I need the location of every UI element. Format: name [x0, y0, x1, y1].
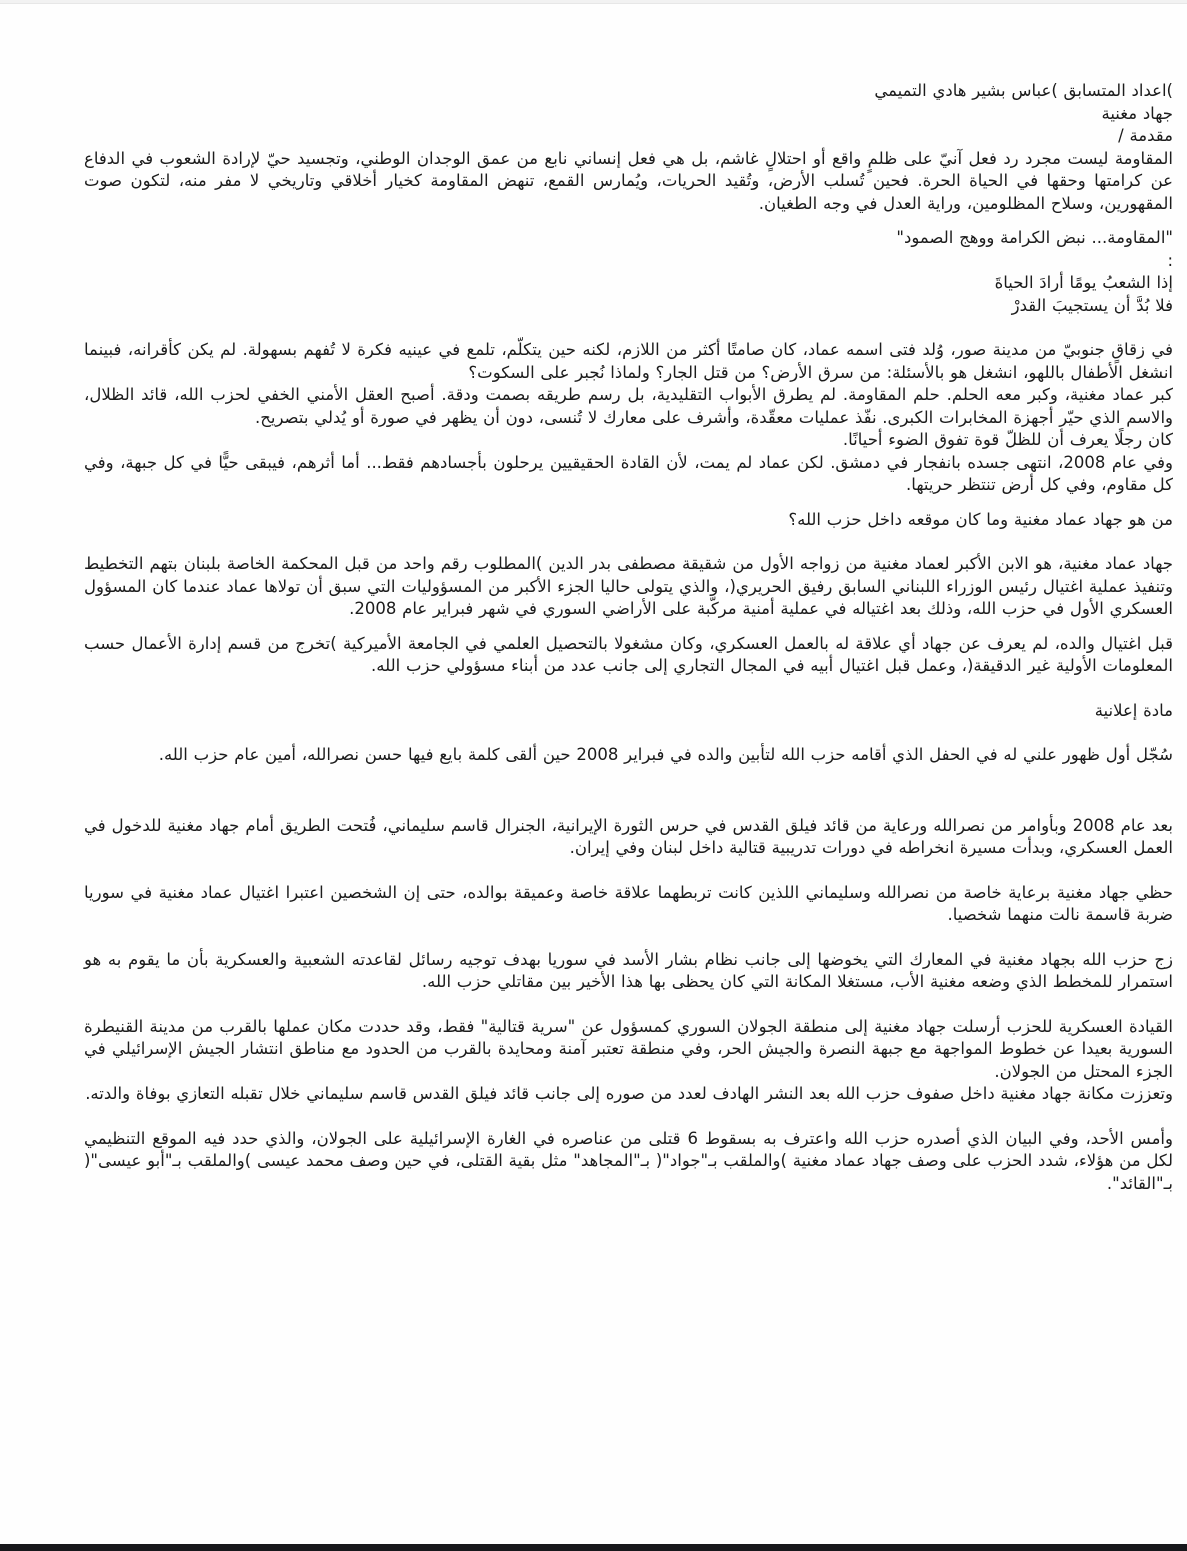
para-childhood: في زقاقٍ جنوبيّ من مدينة صور، وُلد فتى اسمه عماد، كان صامتًا أكثر من اللازم، لكنه حين يتكلّم، تلمع في عينيه فكرة لا تُفهم بسهولة. لم يكن كأقرانه، فبينما انشغل الأطفال باللهو، انشغل هو بالأسئلة: من سرق الأرض؟ من قتل الجار؟ ولماذا نُجبر على السكوت؟ [84, 340, 1173, 382]
para-syria-battles: زج حزب الله بجهاد مغنية في المعارك التي يخوضها إلى جانب نظام بشار الأسد في سوريا بهدف توجيه رسائل لقاعدته الشعبية والعسكرية بأن ما يقوم به هو استمرار للمخطط الذي وضعه مغنية الأب، مستغلا المكانة التي كان يحظى بها هذا الأخير بين مقاتلي حزب الله. [84, 949, 1173, 991]
author-byline: )اعداد المتسابق )عباس بشير هادي التميمي [874, 81, 1173, 100]
line-shadow-quote: كان رجلًا يعرف أن للظلّ قوة تفوق الضوء أحيانًا. [842, 430, 1173, 449]
para-status-boost: وتعززت مكانة جهاد مغنية داخل صفوف حزب الله بعد النشر الهادف لعدد من صوره إلى جانب قائد فيلق القدس قاسم سليماني خلال تقبله التعازي بوفاة والدته. [85, 1084, 1173, 1103]
intro-heading: مقدمة / [1118, 126, 1173, 145]
para-family-background: جهاد عماد مغنية، هو الابن الأكبر لعماد مغنية من زواجه الأول من شقيقة مصطفى بدر الدين )المطلوب رقم واحد من قبل المحكمة الخاصة بلبنان بتهم التخطيط وتنفيذ عملية اغتيال رئيس الوزراء اللبناني السابق رفيق الحريري(، والذي يتولى حاليا الجزء الأكبر من المسؤوليات التي سبق أن تولاها عماد عندما كان المسؤول العسكري الأول في حزب الله، وذلك بعد اغتياله في عملية أمنية مركّبة على الأراضي السوري في شهر فبراير عام 2008. [84, 554, 1173, 618]
colon-separator: : [1167, 250, 1173, 270]
para-hezbollah-statement: وأمس الأحد، وفي البيان الذي أصدره حزب الله واعترف به بسقوط 6 قتلى من عناصره في الغارة الإسرائيلية على الجولان، والذي حدد فيه الموقع التنظيمي لكل من هؤلاء، شدد الحزب على وصف جهاد عماد مغنية )والملقب بـ"جواد"( بـ"المجاهد" مثل بقية القتلى، في حين وصف محمد عيسى )والملقب بـ"أبو عيسى"( بـ"القائد". [84, 1128, 1173, 1193]
quote-title: "المقاومة... نبض الكرامة ووهج الصمود" [896, 228, 1173, 247]
para-golan-assignment: القيادة العسكرية للحزب أرسلت جهاد مغنية إلى منطقة الجولان السوري كمسؤول عن "سرية قتالية" فقط، وقد حددت مكان عملها بالقرب من مدينة القنيطرة السورية بعيدا عن خطوط المواجهة مع جبهة النصرة والجيش الحر، وفي منطقة تعتبر آمنة ومحايدة بالقرب من الحدود مع مناطق انتشار الجيش الإسرائيلي في الجزء المحتل من الجولان. [84, 1016, 1173, 1081]
para-growing-dream: كبر عماد مغنية، وكبر معه الحلم. حلم المقاومة. لم يطرق الأبواب التقليدية، بل رسم طريقه بصمت ودقة. أصبح العقل الأمني الخفي لحزب الله، قائد الظلال، والاسم الذي حيّر أجهزة المخابرات الكبرى. نفّذ عمليات معقّدة، وأشرف على معارك لا تُنسى، دون أن يظهر في صورة أو يُدلي بتصريح. [84, 385, 1173, 427]
para-2008-death: وفي عام 2008، انتهى جسده بانفجار في دمشق. لكن عماد لم يمت، لأن القادة الحقيقيين يرحلون بأجسادهم فقط... أما أثرهم، فيبقى حيًّا في كل جبهة، وفي كل مقاوم، وفي كل أرض تنتظر حريتها. [84, 452, 1173, 494]
heading-who-is-jihad: من هو جهاد عماد مغنية وما كان موقعه داخل حزب الله؟ [788, 509, 1173, 529]
poem-verse-1: إذا الشعبُ يومًا أرادَ الحياةَ [994, 273, 1173, 292]
document-content [0, 4, 1187, 1255]
doc-subject: جهاد مغنية [1101, 103, 1173, 123]
para-first-appearance: سُجّل أول ظهور علني له في الحفل الذي أقامه حزب الله لتأبين والده في فبراير 2008 حين ألقى كلمة بايع فيها حسن نصرالله، أمين عام حزب الله. [158, 745, 1173, 764]
bottom-bar [0, 1544, 1187, 1551]
poem-verse-2: فلا بُدَّ أن يستجيبَ القدرْ [1011, 295, 1173, 315]
para-after-2008: بعد عام 2008 وبأوامر من نصرالله ورعاية من قائد فيلق القدس في حرس الثورة الإيرانية، الجنرال قاسم سليماني، فُتحت الطريق أمام جهاد مغنية للدخول في العمل العسكري، وبدأت مسيرة انخراطه في دورات تدريبية قتالية داخل لبنان وفي إيران. [84, 815, 1173, 857]
para-special-care: حظي جهاد مغنية برعاية خاصة من نصرالله وسليماني اللذين كانت تربطهما علاقة خاصة وعميقة بوالده، حتى إن الشخصين اعتبرا اغتيال عماد مغنية في سوريا ضربة قاسمة نالت منهما شخصيا. [84, 882, 1173, 924]
para-before-assassination: قبل اغتيال والده، لم يعرف عن جهاد أي علاقة له بالعمل العسكري، وكان مشغولا بالتحصيل العلمي في الجامعة الأميركية )تخرج من قسم إدارة الأعمال حسب المعلومات الأولية غير الدقيقة(، وعمل قبل اغتيال أبيه في المجال التجاري إلى جانب عدد من أبناء مسؤولي حزب الله. [84, 633, 1173, 675]
intro-paragraph: المقاومة ليست مجرد رد فعل آنيّ على ظلمٍ واقع أو احتلالٍ غاشم، بل هي فعل إنساني نابع من عمق الوجدان الوطني، وتجسيد حيّ لإرادة الشعوب في الدفاع عن كرامتها وحقها في الحياة الحرة. فحين تُسلب الأرض، وتُقيد الحريات، ويُمارس القمع، تنهض المقاومة كخيار أخلاقي وتاريخي لا مفر منه، لتكون صوت المقهورين، وسلاح المظلومين، وراية العدل في وجه الطغيان. [84, 148, 1173, 213]
ad-material-label: مادة إعلانية [1094, 700, 1173, 720]
